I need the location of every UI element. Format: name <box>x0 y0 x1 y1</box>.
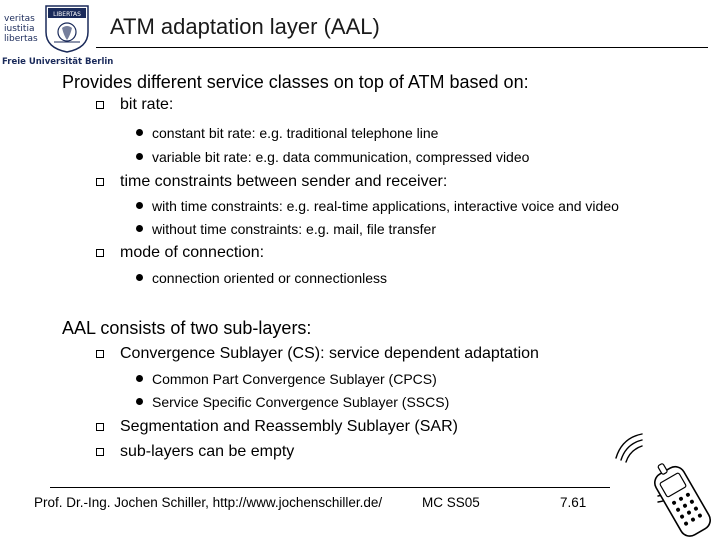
sub-list-item: Common Part Convergence Sublayer (CPCS) <box>152 371 437 387</box>
mobile-phone-icon <box>612 432 720 540</box>
footer-page-number: 7.61 <box>560 495 587 510</box>
footer-divider <box>50 487 610 488</box>
logo-motto-line: iustitia <box>4 24 35 34</box>
sub-list-item: constant bit rate: e.g. traditional telephone line <box>152 125 439 141</box>
square-bullet-icon <box>96 178 104 186</box>
footer-course: MC SS05 <box>422 495 480 510</box>
section-heading: Provides different service classes on top of ATM based on: <box>62 72 529 92</box>
slide-title: ATM adaptation layer (AAL) <box>110 14 380 39</box>
round-bullet-icon <box>136 129 143 136</box>
round-bullet-icon <box>136 398 143 405</box>
round-bullet-icon <box>136 153 143 160</box>
round-bullet-icon <box>136 274 143 281</box>
list-item-label: mode of connection: <box>120 244 265 261</box>
square-bullet-icon <box>96 423 104 431</box>
sub-list-item: connection oriented or connectionless <box>152 270 388 286</box>
title-divider <box>96 47 708 48</box>
list-item-label: sub-layers can be empty <box>120 443 295 460</box>
square-bullet-icon <box>96 350 104 358</box>
sub-list-item: without time constraints: e.g. mail, file transfer <box>152 221 436 237</box>
logo-motto-line: veritas <box>4 14 35 24</box>
section-heading: AAL consists of two sub-layers: <box>62 318 312 338</box>
square-bullet-icon <box>96 448 104 456</box>
sub-list-item: variable bit rate: e.g. data communication, compressed video <box>152 149 530 165</box>
list-item-label: Convergence Sublayer (CS): service dependent adaptation <box>120 345 539 362</box>
list-item-label: time constraints between sender and receiver: <box>120 173 448 190</box>
round-bullet-icon <box>136 375 143 382</box>
university-logo <box>0 0 114 70</box>
sub-list-item: with time constraints: e.g. real-time applications, interactive voice and video <box>152 198 619 214</box>
round-bullet-icon <box>136 225 143 232</box>
round-bullet-icon <box>136 202 143 209</box>
university-seal-icon <box>42 2 92 54</box>
square-bullet-icon <box>96 101 104 109</box>
square-bullet-icon <box>96 249 104 257</box>
list-item-label: bit rate: <box>120 96 174 113</box>
list-item-label: Segmentation and Reassembly Sublayer (SAR) <box>120 418 458 435</box>
logo-university-name: Freie Universität Berlin <box>2 57 114 67</box>
sub-list-item: Service Specific Convergence Sublayer (SSCS) <box>152 394 450 410</box>
seal-text: LIBERTAS <box>53 11 81 18</box>
logo-motto-line: libertas <box>4 34 38 44</box>
footer-author: Prof. Dr.-Ing. Jochen Schiller, http://www.jochenschiller.de/ <box>34 495 383 510</box>
